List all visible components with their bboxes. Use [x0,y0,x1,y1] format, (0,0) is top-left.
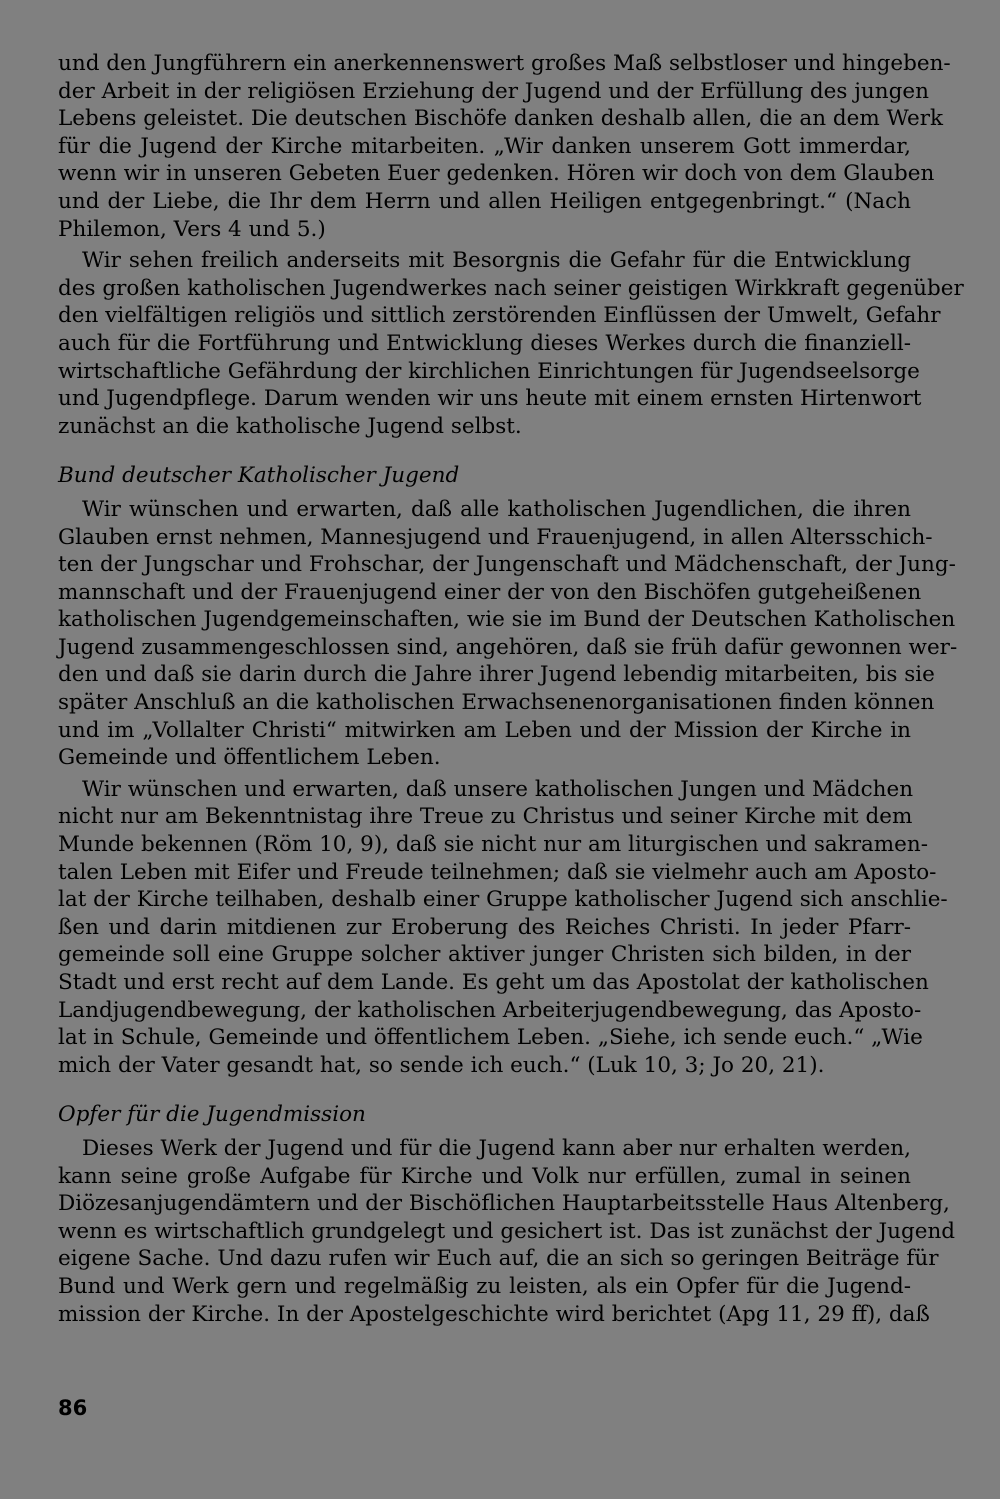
text-line: Landjugendbewegung, der katholischen Arbeiterjugendbewegung, das Aposto- [58,997,922,1023]
text-line: Glauben ernst nehmen, Mannesjugend und Frauenjugend, in allen Altersschich- [58,524,933,550]
text-line: Philemon, Vers 4 und 5.) [58,216,326,242]
paragraph-1 [58,50,951,243]
text-line: auch für die Fortführung und Entwicklung dieses Werkes durch die finanziell- [58,330,911,356]
text-line: Bund und Werk gern und regelmäßig zu leisten, als ein Opfer für die Jugend- [58,1273,911,1299]
text-line: des großen katholischen Jugendwerkes nach seiner geistigen Wirkkraft gegenüber [58,275,964,301]
text-line: Wir wünschen und erwarten, daß unsere katholischen Jungen und Mädchen [82,776,914,802]
text-line: katholischen Jugendgemeinschaften, wie sie im Bund der Deutschen Katholischen [58,607,956,633]
paragraph-4 [58,776,948,1080]
section-heading-bund: Bund deutscher Katholischer Jugend [58,463,460,489]
text-line: mich der Vater gesandt hat, so sende ich euch.“ (Luk 10, 3; Jo 20, 21). [58,1052,825,1078]
text-line: Stadt und erst recht auf dem Lande. Es geht um das Apostolat der katholischen [58,970,929,995]
text-line: und der Liebe, die Ihr dem Herrn und allen Heiligen entgegenbringt.“ (Nach [58,188,911,214]
text-line: lat der Kirche teilhaben, deshalb einer Gruppe katholischer Jugend sich anschlie- [58,887,948,913]
text-line: mannschaft und der Frauenjugend einer der von den Bischöfen gutgeheißenen [58,579,922,605]
text-line: ßen und darin mitdienen zur Eroberung des Reiches Christi. In jeder Pfarr- [58,914,911,940]
text-line: lat in Schule, Gemeinde und öffentlichem Leben. „Siehe, ich sende euch.“ „Wie [58,1025,923,1051]
paragraph-3 [58,496,958,772]
text-line: den vielfältigen religiös und sittlich zerstörenden Einflüssen der Umwelt, Gefahr [58,303,941,329]
text-line: für die Jugend der Kirche mitarbeiten. „Wir danken unserem Gott immerdar, [58,133,911,159]
paragraph-5 [58,1135,956,1328]
text-line: Dieses Werk der Jugend und für die Jugend kann aber nur erhalten werden, [82,1135,911,1161]
text-line: und den Jungführern ein anerkennenswert großes Maß selbstloser und hingeben- [58,51,951,76]
text-line: der Arbeit in der religiösen Erziehung der Jugend und der Erfüllung des jungen [58,78,929,104]
text-line: talen Leben mit Eifer und Freude teilnehmen; daß sie vielmehr auch am Aposto- [58,859,937,885]
text-line: wirtschaftliche Gefährdung der kirchlichen Einrichtungen für Jugendseelsorge [58,358,920,384]
text-line: Wir sehen freilich anderseits mit Besorgnis die Gefahr für die Entwicklung [82,248,911,274]
page-content [58,50,964,1332]
paragraph-2 [58,247,964,440]
text-line: Jugend zusammengeschlossen sind, angehören, daß sie früh dafür gewonnen wer- [58,634,958,660]
text-line: Munde bekennen (Röm 10, 9), daß sie nicht nur am liturgischen und sakramen- [58,832,929,858]
text-line: eigene Sache. Und dazu rufen wir Euch auf, die an sich so geringen Beiträge für [58,1246,939,1272]
text-line: Wir wünschen und erwarten, daß alle katholischen Jugendlichen, die ihren [82,496,911,522]
text-line: den und daß sie darin durch die Jahre ihrer Jugend lebendig mitarbeiten, bis sie [58,662,935,688]
text-line: ten der Jungschar und Frohschar, der Jungenschaft und Mädchenschaft, der Jung- [58,552,956,578]
text-line: nicht nur am Bekenntnistag ihre Treue zu Christus und seiner Kirche mit dem [58,804,913,830]
text-line: wenn es wirtschaftlich grundgelegt und gesichert ist. Das ist zunächst der Jugend [58,1218,956,1244]
text-line: und im „Vollalter Christi“ mitwirken am Leben und der Mission der Kirche in [58,717,911,743]
section-heading-opfer: Opfer für die Jugendmission [58,1102,366,1128]
page-number: 86 [58,1396,88,1420]
text-line: wenn wir in unseren Gebeten Euer gedenken. Hören wir doch von dem Glauben [58,161,935,187]
text-line: später Anschluß an die katholischen Erwachsenenorganisationen finden können [58,690,935,716]
text-line: zunächst an die katholische Jugend selbst. [58,413,522,439]
text-line: Gemeinde und öffentlichem Leben. [58,745,441,771]
text-line: gemeinde soll eine Gruppe solcher aktiver junger Christen sich bilden, in der [58,942,911,968]
text-line: Lebens geleistet. Die deutschen Bischöfe danken deshalb allen, die an dem Werk [58,106,944,132]
text-line: Diözesanjugendämtern und der Bischöflichen Hauptarbeitsstelle Haus Altenberg, [58,1191,950,1217]
text-line: mission der Kirche. In der Apostelgeschichte wird berichtet (Apg 11, 29 ff), daß [58,1301,930,1327]
text-line: und Jugendpflege. Darum wenden wir uns heute mit einem ernsten Hirtenwort [58,386,922,412]
text-line: kann seine große Aufgabe für Kirche und Volk nur erfüllen, zumal in seinen [58,1163,911,1189]
